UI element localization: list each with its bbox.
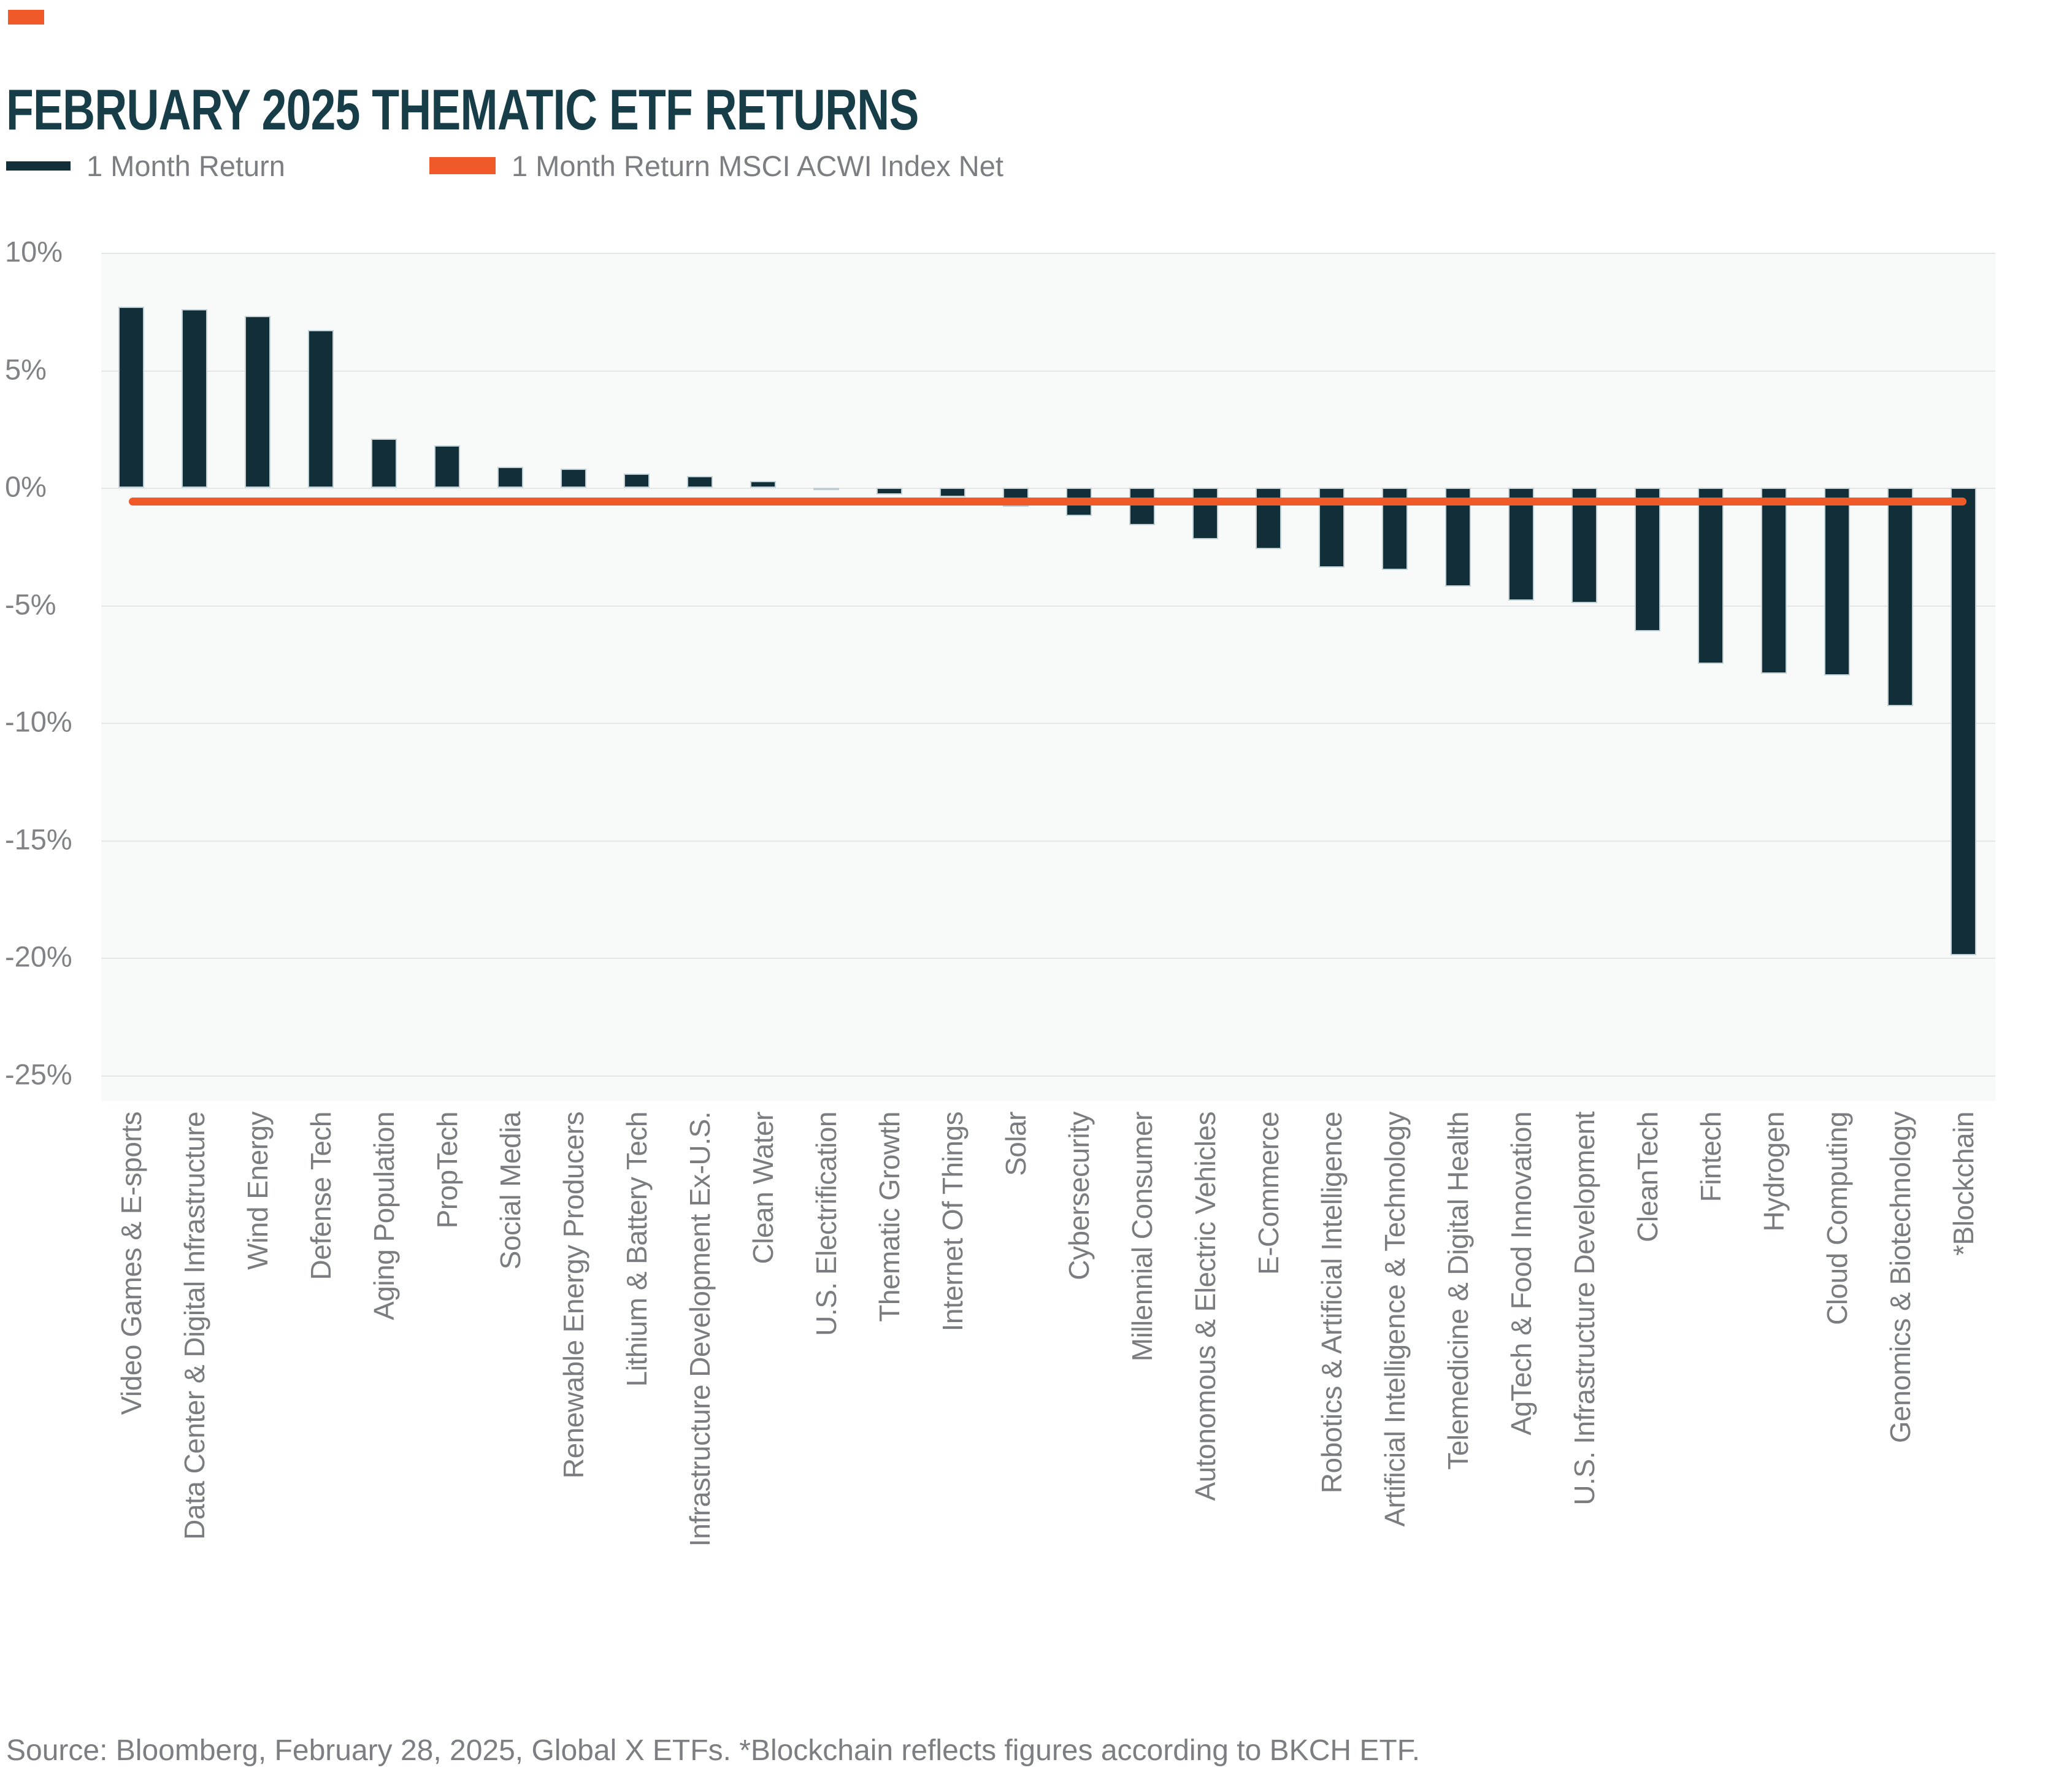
- bar: [1635, 488, 1660, 631]
- x-axis-label: Artificial Intelligence & Technology: [1379, 1112, 1411, 1527]
- x-axis-label: Genomics & Biotechnology: [1884, 1112, 1916, 1444]
- brand-accent-square: [8, 10, 44, 25]
- x-axis-label: PropTech: [431, 1112, 463, 1229]
- x-axis-label: Video Games & E-sports: [115, 1112, 147, 1415]
- legend-item-msci-acwi: [429, 147, 1003, 184]
- bar: [687, 476, 713, 488]
- x-axis-label: CleanTech: [1632, 1112, 1663, 1242]
- legend-swatch-index-line: [429, 157, 496, 174]
- x-axis-label: Aging Population: [368, 1112, 400, 1320]
- bar: [182, 309, 207, 488]
- x-axis-label: Infrastructure Development Ex-U.S.: [684, 1112, 716, 1547]
- x-axis-label: Millennial Consumer: [1126, 1112, 1158, 1362]
- bar: [1192, 488, 1218, 539]
- y-axis-tick-label: -5%: [5, 587, 56, 620]
- x-axis-label: Cloud Computing: [1821, 1112, 1853, 1325]
- msci-acwi-index-line: [129, 498, 1966, 506]
- x-axis-label: U.S. Electrification: [810, 1112, 842, 1336]
- gridline--20: [101, 958, 1995, 959]
- bar: [1951, 488, 1976, 955]
- bar: [561, 469, 586, 488]
- legend-swatch-bar-series: [6, 161, 71, 171]
- bar: [940, 488, 965, 497]
- gridline--10: [101, 723, 1995, 724]
- x-axis-label: U.S. Infrastructure Development: [1568, 1112, 1600, 1506]
- bar: [118, 307, 144, 488]
- legend-label-index-line: 1 Month Return MSCI ACWI Index Net: [512, 149, 1003, 182]
- x-axis-label: Lithium & Battery Tech: [621, 1112, 653, 1387]
- bar: [497, 467, 523, 488]
- y-axis-tick-label: -25%: [5, 1057, 72, 1090]
- bar: [877, 488, 902, 494]
- legend-item-1-month-return: [6, 147, 285, 184]
- x-axis-label: Internet Of Things: [937, 1112, 969, 1332]
- bar: [813, 488, 839, 490]
- x-axis-label: Data Center & Digital Infrastructure: [178, 1112, 210, 1540]
- bar: [308, 330, 334, 488]
- x-axis-label: Robotics & Artificial Intelligence: [1316, 1112, 1348, 1494]
- page-title: [6, 77, 1176, 143]
- y-axis-tick-label: 0%: [5, 470, 47, 503]
- x-axis-label: Renewable Energy Producers: [558, 1112, 589, 1479]
- bar: [1761, 488, 1787, 674]
- x-axis-label: Social Media: [494, 1112, 526, 1270]
- y-axis-tick-label: 10%: [5, 235, 63, 268]
- plot-area: [101, 253, 1995, 1101]
- x-axis-label: Solar: [1000, 1112, 1032, 1176]
- y-axis-tick-label: -10%: [5, 705, 72, 738]
- gridline-10: [101, 253, 1995, 254]
- x-axis-label: Wind Energy: [242, 1112, 274, 1270]
- bar: [1129, 488, 1155, 525]
- bar: [1256, 488, 1281, 549]
- bar: [1824, 488, 1850, 675]
- legend-label-bar-series: 1 Month Return: [86, 149, 285, 182]
- bar: [624, 474, 650, 488]
- x-axis-label: Fintech: [1695, 1112, 1727, 1202]
- bar: [371, 439, 397, 488]
- x-axis-label: Autonomous & Electric Vehicles: [1189, 1112, 1221, 1501]
- x-axis-label: Telemedicine & Digital Health: [1442, 1112, 1474, 1470]
- bar: [434, 445, 460, 488]
- x-axis-label: AgTech & Food Innovation: [1505, 1112, 1537, 1436]
- x-axis-label: Cybersecurity: [1063, 1112, 1095, 1280]
- x-axis-label: Hydrogen: [1758, 1112, 1790, 1232]
- gridline--15: [101, 840, 1995, 842]
- page-title-text: FEBRUARY 2025 THEMATIC ETF RETURNS: [6, 77, 919, 142]
- bar: [750, 481, 776, 488]
- gridline-5: [101, 371, 1995, 372]
- chart-legend: [6, 147, 1356, 184]
- x-axis-label: Defense Tech: [305, 1112, 337, 1280]
- bar: [1887, 488, 1913, 706]
- x-axis-label: *Blockchain: [1947, 1112, 1979, 1256]
- source-note: Source: Bloomberg, February 28, 2025, Global X ETFs. *Blockchain reflects figures according to BKCH ETF.: [6, 1734, 1421, 1767]
- x-axis-label: Clean Water: [747, 1112, 779, 1264]
- x-axis-label: Thematic Growth: [873, 1112, 905, 1322]
- x-axis-label: E-Commerce: [1253, 1112, 1284, 1275]
- y-axis-tick-label: 5%: [5, 352, 47, 385]
- bar: [245, 316, 270, 488]
- gridline--25: [101, 1075, 1995, 1077]
- bar: [1698, 488, 1724, 664]
- y-axis-tick-label: -20%: [5, 940, 72, 973]
- y-axis-tick-label: -15%: [5, 822, 72, 855]
